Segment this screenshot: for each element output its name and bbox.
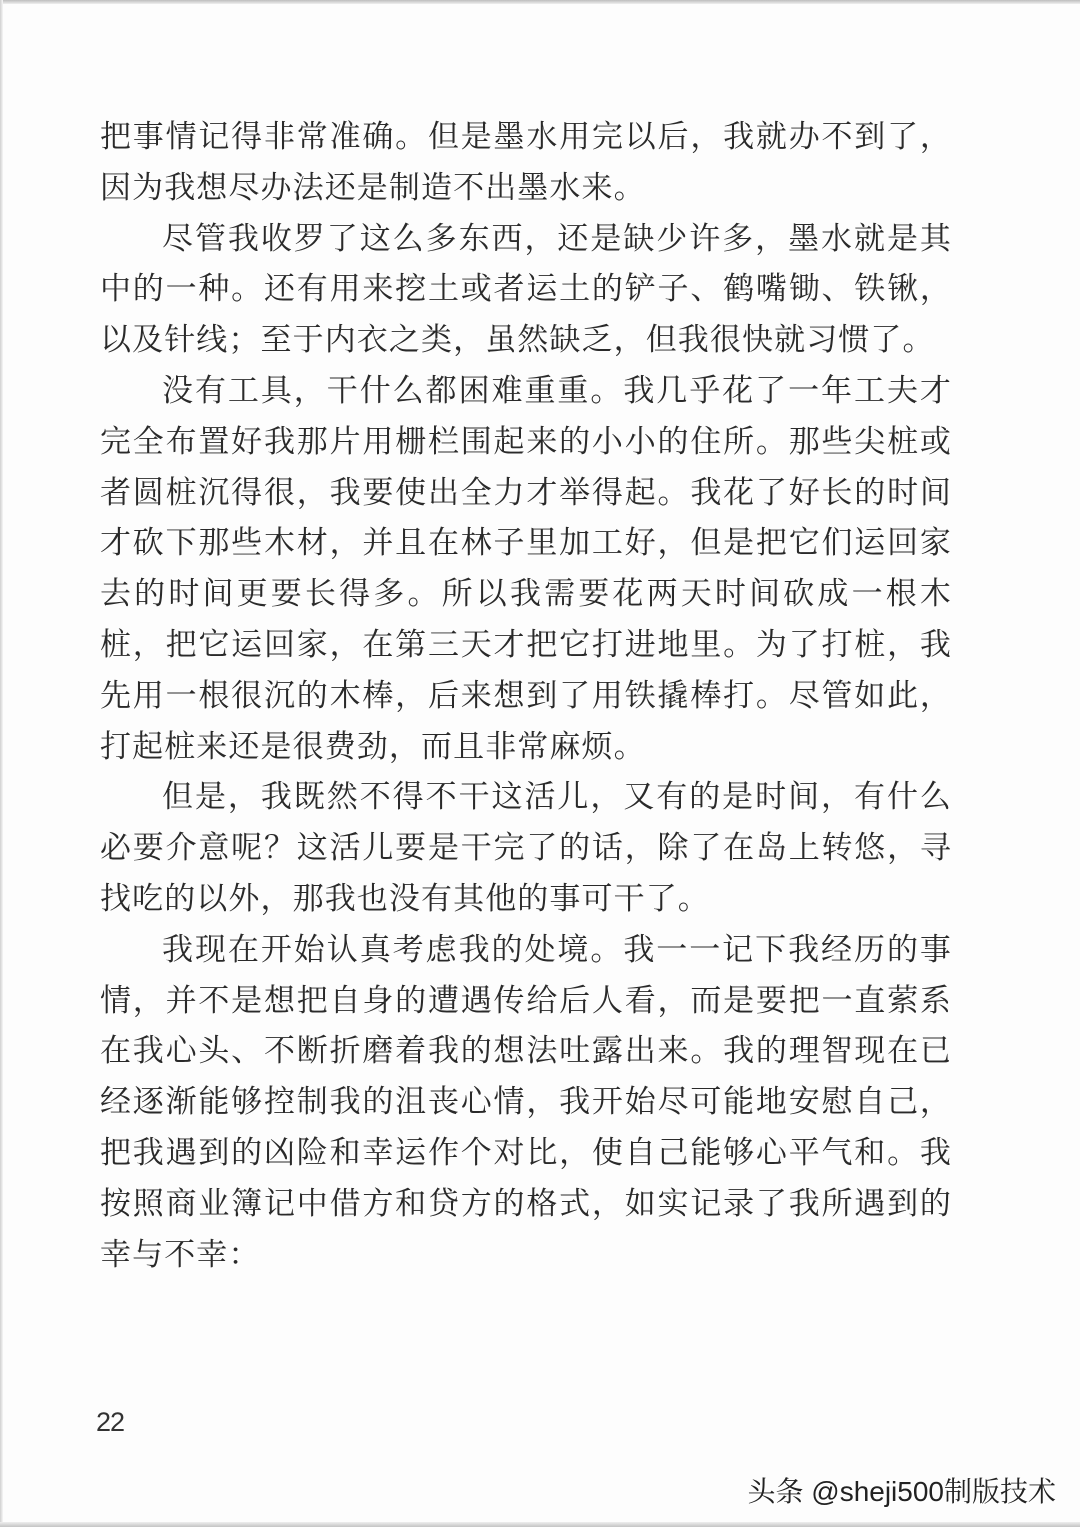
page-edge-left [0,0,3,1527]
book-body-text [100,112,952,1280]
paragraph-1: 把事情记得非常准确。但是墨水用完以后，我就办不到了，因为我想尽办法还是制造不出墨水来。 [100,119,952,206]
page-edge-top [0,0,1080,4]
paragraph-2: 尽管我收罗了这么多东西，还是缺少许多，墨水就是其中的一种。还有用来挖土或者运土的铲子、鹤嘴锄、铁锹，以及针线；至于内衣之类，虽然缺乏，但我很快就习惯了。 [100,220,952,359]
page-edge-bottom [0,1522,1080,1527]
paragraph-3: 没有工具，干什么都困难重重。我几乎花了一年工夫才完全布置好我那片用栅栏围起来的小小的住所。那些尖桩或者圆桩沉得很，我要使出全力才举得起。我花了好长的时间才砍下那些木材，并且在林子里加工好，但是把它们运回家去的时间更要长得多。所以我需要花两天时间砍成一根木桩，把它运回家，在第三天才把它打进地里。为了打桩，我先用一根很沉的木棒，后来想到了用铁撬棒打。尽管如此，打起桩来还是很费劲，而且非常麻烦。 [100,372,952,765]
paragraph-5: 我现在开始认真考虑我的处境。我一一记下我经历的事情，并不是想把自身的遭遇传给后人看，而是要把一直萦系在我心头、不断折磨着我的想法吐露出来。我的理智现在已经逐渐能够控制我的沮丧心情，我开始尽可能地安慰自己，把我遇到的凶险和幸运作个对比，使自己能够心平气和。我按照商业簿记中借方和贷方的格式，如实记录了我所遇到的幸与不幸： [100,931,952,1273]
source-watermark: 头条 @sheji500制版技术 [747,1476,1056,1507]
page-number: 22 [96,1407,125,1437]
paragraph-4: 但是，我既然不得不干这活儿，又有的是时间，有什么必要介意呢？这活儿要是干完了的话，除了在岛上转悠，寻找吃的以外，那我也没有其他的事可干了。 [100,779,952,917]
